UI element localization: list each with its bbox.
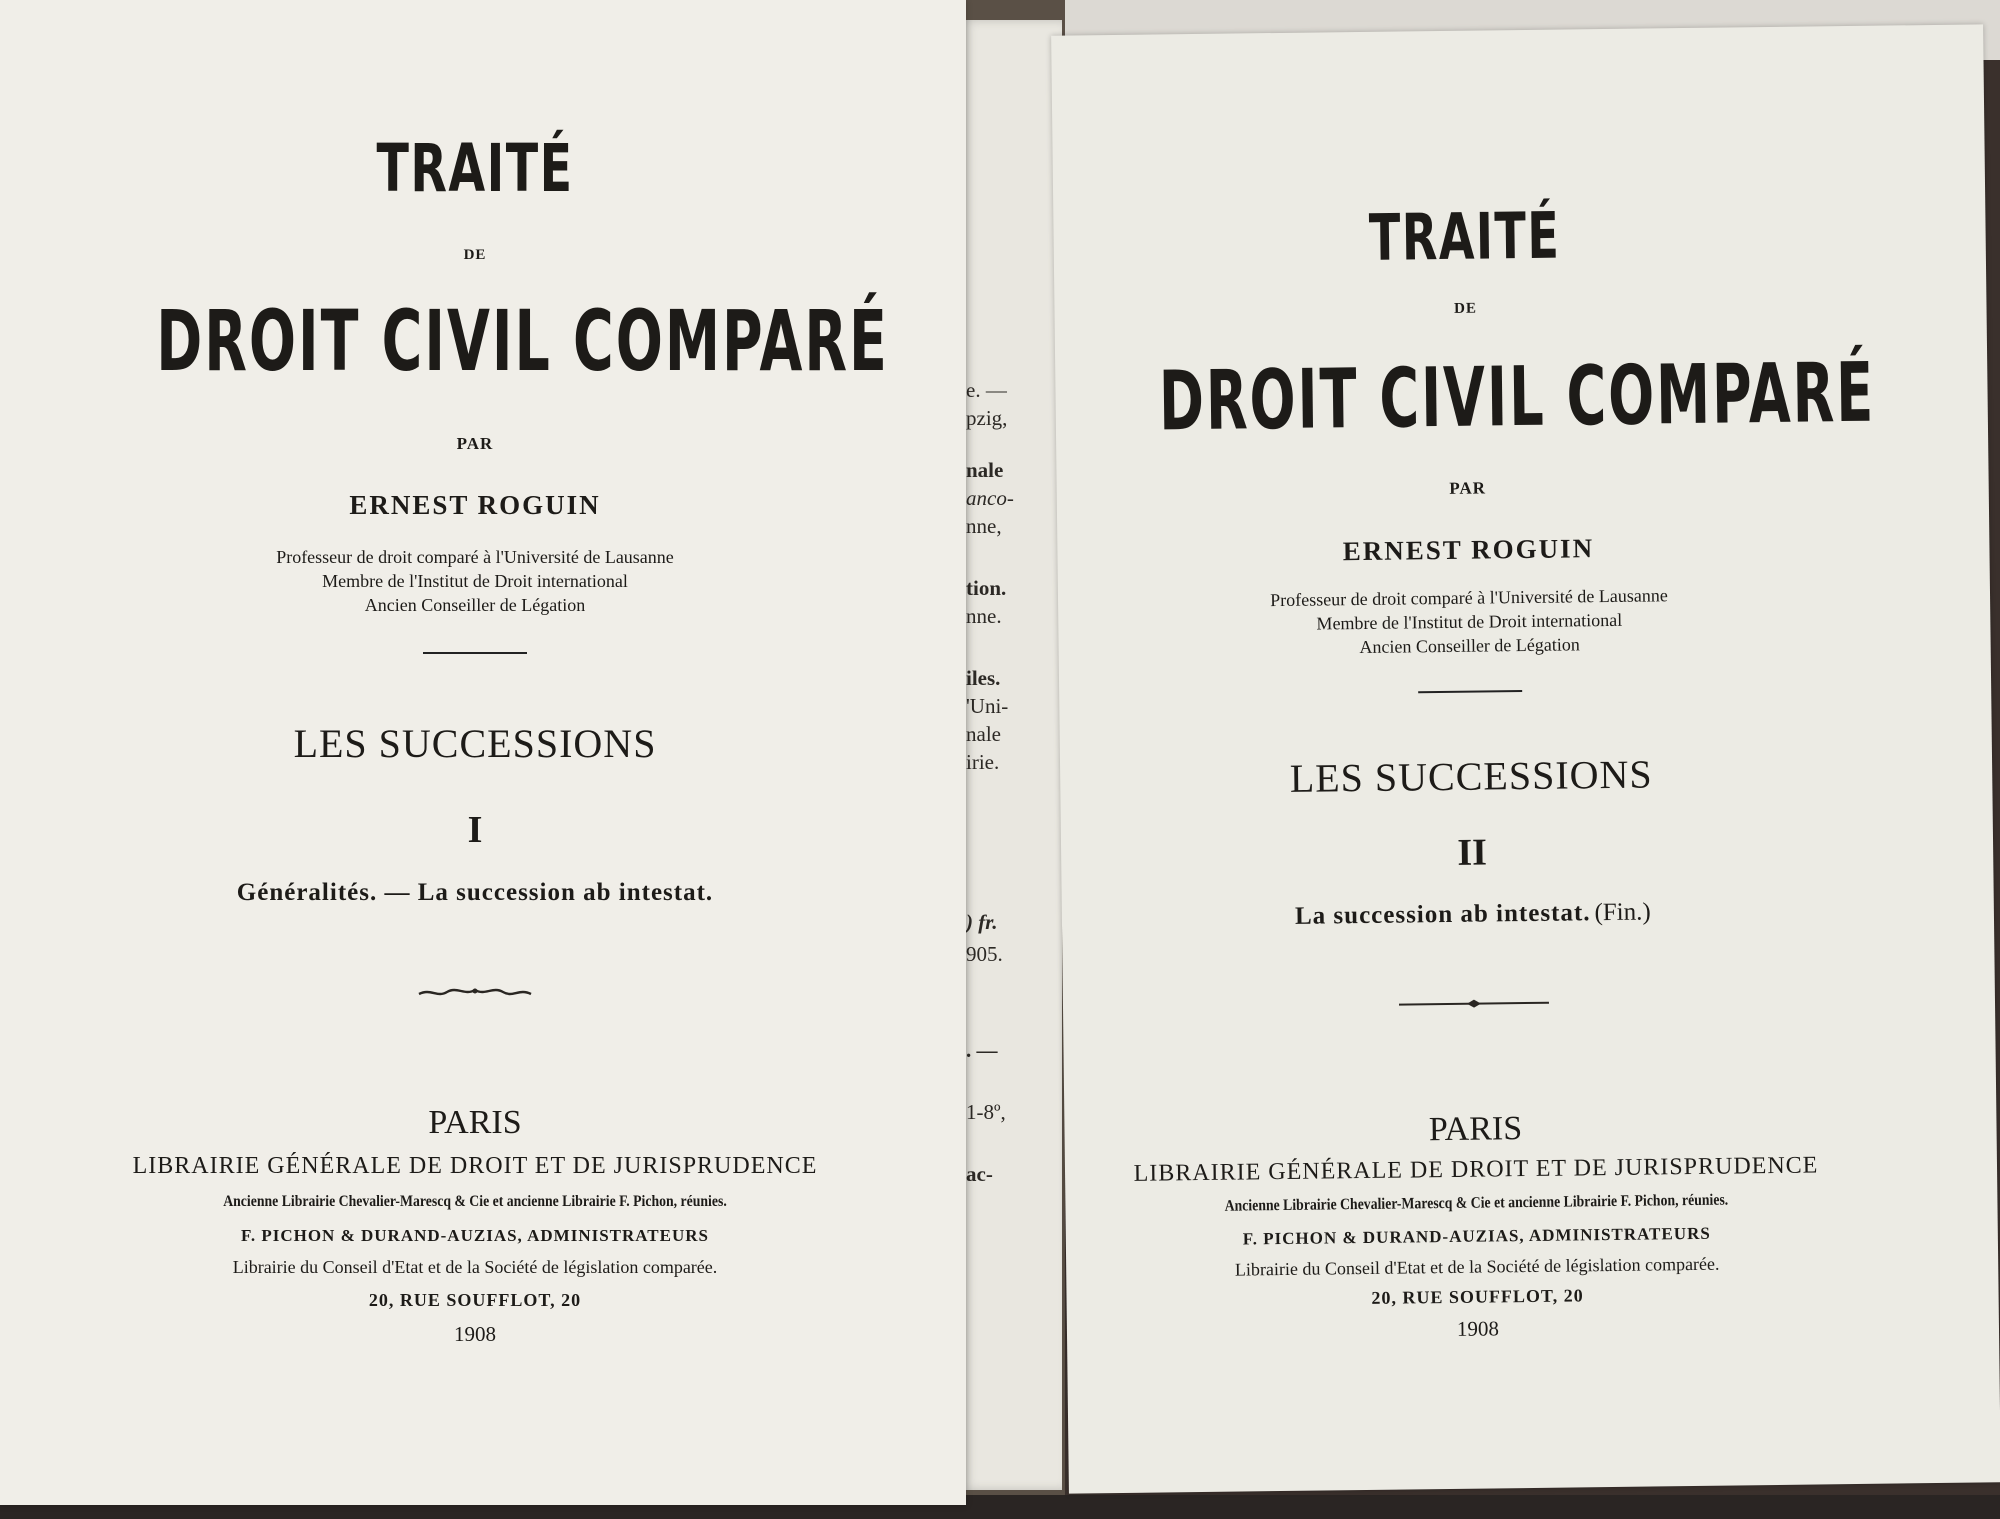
fragment-text: 905. — [966, 942, 1003, 966]
publisher-administrators: F. PICHON & DURAND-AUZIAS, ADMINISTRATEURS — [241, 1226, 709, 1245]
fragment-text: anco- — [966, 486, 1014, 510]
fragment-text: ) fr. — [966, 910, 998, 934]
ornament-rule — [1008, 993, 1940, 1014]
author-credentials — [0, 545, 958, 617]
fragment-text: 1-8º, — [966, 1100, 1006, 1124]
volume-subtitle: Généralités. — La succession ab intestat. — [236, 879, 714, 906]
volume-number: I — [467, 809, 483, 851]
author-credentials — [1003, 580, 1936, 663]
book-main-title: DROIT CIVIL COMPARÉ — [156, 292, 889, 390]
fragment-text: nne. — [966, 604, 1002, 628]
book-title: TRAITÉ — [376, 130, 574, 207]
book-title: TRAITÉ — [1368, 199, 1561, 276]
by-label: PAR — [456, 434, 494, 453]
author-name: ERNEST ROGUIN — [1342, 533, 1595, 567]
volume-subtitle-bold: La succession ab intestat. — [1294, 899, 1591, 930]
title-connector: DE — [463, 247, 487, 263]
title-page-volume-2 — [1051, 24, 2000, 1493]
volume-subtitle — [1007, 895, 1939, 934]
volume-subtitle-plain: (Fin.) — [1594, 898, 1651, 927]
author-name: ERNEST ROGUIN — [349, 490, 601, 520]
publisher-name: LIBRAIRIE GÉNÉRALE DE DROIT ET DE JURISPRUDENCE — [1133, 1152, 1819, 1187]
fragment-text: nale — [966, 458, 1004, 482]
fragment-text: nale — [966, 722, 1001, 746]
section-divider — [0, 652, 958, 654]
credential-line: Membre de l'Institut de Droit international — [322, 571, 628, 591]
volume-number: II — [1457, 831, 1488, 874]
publisher-former-name: Ancienne Librairie Chevalier-Marescq & Cie et ancienne Librairie F. Pichon, réunies. — [223, 1193, 727, 1210]
credential-line: Ancien Conseiller de Légation — [364, 595, 586, 615]
fragment-text: e. — — [966, 378, 1007, 402]
publication-city: PARIS — [1428, 1110, 1523, 1149]
title-page-volume-1 — [0, 0, 966, 1505]
fragment-text: nne, — [966, 514, 1002, 538]
publisher-address: 20, RUE SOUFFLOT, 20 — [1371, 1285, 1584, 1308]
section-divider — [1004, 685, 1936, 698]
fragment-text: tion. — [966, 576, 1007, 600]
title-connector: DE — [1453, 300, 1478, 317]
publication-year: 1908 — [1456, 1316, 1500, 1341]
credential-line: Ancien Conseiller de Légation — [1359, 634, 1580, 658]
credential-line: Membre de l'Institut de Droit international — [1316, 609, 1623, 634]
publisher-former-name: Ancienne Librairie Chevalier-Marescq & Cie et ancienne Librairie F. Pichon, réunies. — [1224, 1191, 1729, 1215]
publisher-address: 20, RUE SOUFFLOT, 20 — [368, 1290, 582, 1310]
fragment-text: 'Uni- — [966, 694, 1009, 718]
book-main-title: DROIT CIVIL COMPARÉ — [1158, 345, 1876, 450]
publication-year: 1908 — [454, 1322, 496, 1346]
fragment-text: pzig, — [966, 406, 1008, 430]
by-label: PAR — [1449, 478, 1487, 498]
publisher-note: Librairie du Conseil d'Etat et de la Société de législation comparée. — [1234, 1253, 1720, 1280]
fragment-text: ac- — [966, 1162, 993, 1186]
credential-line: Professeur de droit comparé à l'Université de Lausanne — [1270, 585, 1668, 611]
ornament-flourish — [0, 984, 958, 1000]
credential-line: Professeur de droit comparé à l'Université de Lausanne — [276, 547, 674, 567]
subject-heading: LES SUCCESSIONS — [1289, 751, 1653, 801]
subject-heading: LES SUCCESSIONS — [293, 721, 657, 766]
publisher-administrators: F. PICHON & DURAND-AUZIAS, ADMINISTRATEURS — [1242, 1223, 1711, 1249]
fragment-text: iles. — [966, 666, 1001, 690]
publication-city: PARIS — [428, 1104, 522, 1141]
publisher-note: Librairie du Conseil d'Etat et de la Société de législation comparée. — [232, 1257, 718, 1277]
publisher-name: LIBRAIRIE GÉNÉRALE DE DROIT ET DE JURISPRUDENCE — [132, 1153, 818, 1179]
fragment-text: . — — [966, 1038, 998, 1062]
fragment-text: irie. — [966, 750, 1000, 774]
